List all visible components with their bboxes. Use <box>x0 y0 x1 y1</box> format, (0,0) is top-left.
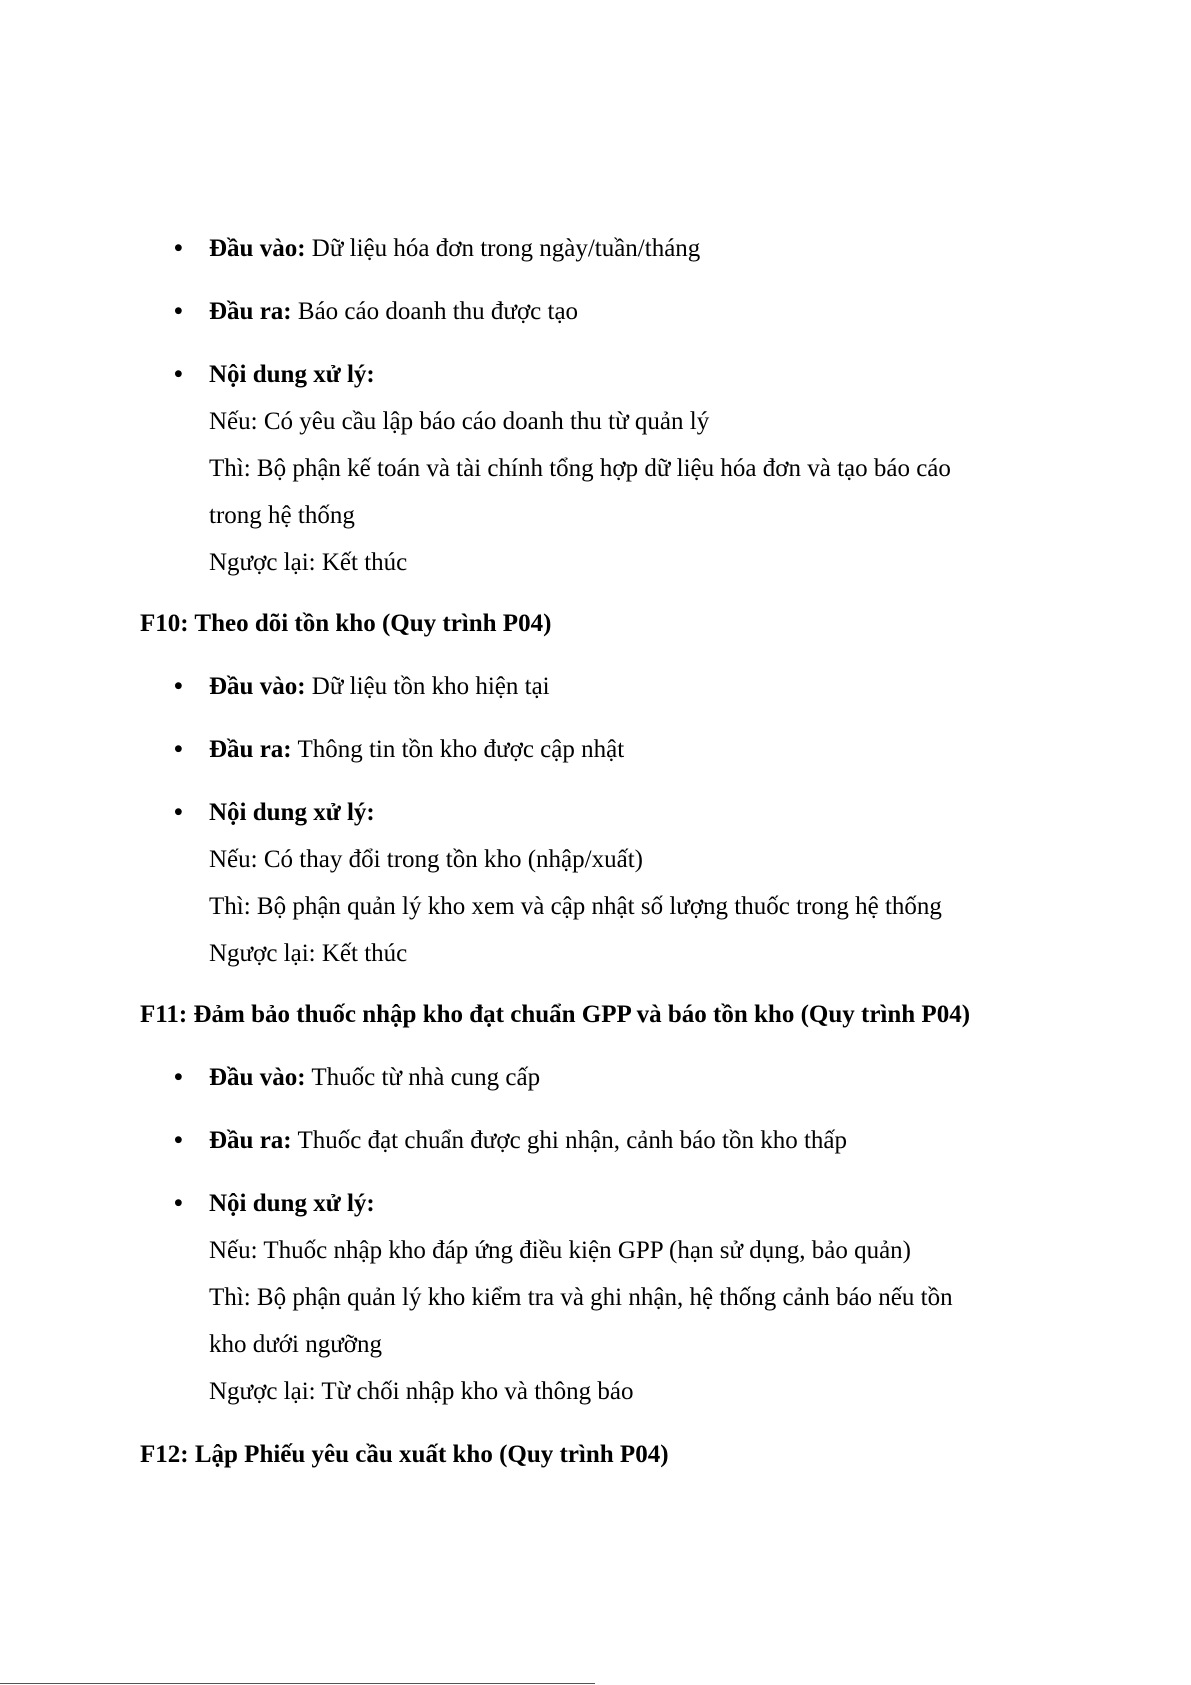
condition-then: Thì: Bộ phận kế toán và tài chính tổng hợp dữ liệu hóa đơn và tạo báo cáo <box>209 455 951 482</box>
section-heading-f11: F11: Đảm bảo thuốc nhập kho đạt chuẩn GPP và báo tồn kho (Quy trình P04) <box>140 1001 971 1028</box>
condition-if: Nếu: Thuốc nhập kho đáp ứng điều kiện GPP (hạn sử dụng, bảo quản) <box>209 1237 911 1264</box>
input-label: Đầu vào: <box>209 235 306 262</box>
processing-label: Nội dung xử lý: <box>209 1190 375 1217</box>
condition-then: Thì: Bộ phận quản lý kho kiểm tra và ghi nhận, hệ thống cảnh báo nếu tồn <box>209 1284 953 1311</box>
output-value: Thuốc đạt chuẩn được ghi nhận, cảnh báo tồn kho thấp <box>297 1127 847 1154</box>
bullet-icon: • <box>174 361 183 388</box>
condition-else: Ngược lại: Kết thúc <box>209 549 408 576</box>
processing-label: Nội dung xử lý: <box>209 799 375 826</box>
condition-if: Nếu: Có thay đổi trong tồn kho (nhập/xuất) <box>209 846 643 873</box>
footnote-separator <box>0 1683 595 1684</box>
input-value: Dữ liệu hóa đơn trong ngày/tuần/tháng <box>311 235 701 262</box>
output-value: Thông tin tồn kho được cập nhật <box>297 736 625 763</box>
section-heading-f12: F12: Lập Phiếu yêu cầu xuất kho (Quy trình P04) <box>140 1441 669 1468</box>
bullet-icon: • <box>174 673 183 700</box>
condition-then: Thì: Bộ phận quản lý kho xem và cập nhật số lượng thuốc trong hệ thống <box>209 893 942 920</box>
bullet-icon: • <box>174 298 183 325</box>
condition-else: Ngược lại: Kết thúc <box>209 940 408 967</box>
bullet-icon: • <box>174 736 183 763</box>
input-label: Đầu vào: <box>209 673 306 700</box>
output-label: Đầu ra: <box>209 1127 292 1154</box>
bullet-icon: • <box>174 235 183 262</box>
output-label: Đầu ra: <box>209 736 292 763</box>
input-value: Dữ liệu tồn kho hiện tại <box>311 673 550 700</box>
condition-else: Ngược lại: Từ chối nhập kho và thông báo <box>209 1378 634 1405</box>
input-value: Thuốc từ nhà cung cấp <box>311 1064 541 1091</box>
processing-label: Nội dung xử lý: <box>209 361 375 388</box>
input-label: Đầu vào: <box>209 1064 306 1091</box>
bullet-icon: • <box>174 1190 183 1217</box>
condition-then-cont: trong hệ thống <box>209 502 355 529</box>
condition-if: Nếu: Có yêu cầu lập báo cáo doanh thu từ quản lý <box>209 408 710 435</box>
condition-then-cont: kho dưới ngưỡng <box>209 1331 382 1358</box>
output-label: Đầu ra: <box>209 298 292 325</box>
bullet-icon: • <box>174 799 183 826</box>
bullet-icon: • <box>174 1127 183 1154</box>
section-heading-f10: F10: Theo dõi tồn kho (Quy trình P04) <box>140 610 552 637</box>
bullet-icon: • <box>174 1064 183 1091</box>
output-value: Báo cáo doanh thu được tạo <box>297 298 579 325</box>
